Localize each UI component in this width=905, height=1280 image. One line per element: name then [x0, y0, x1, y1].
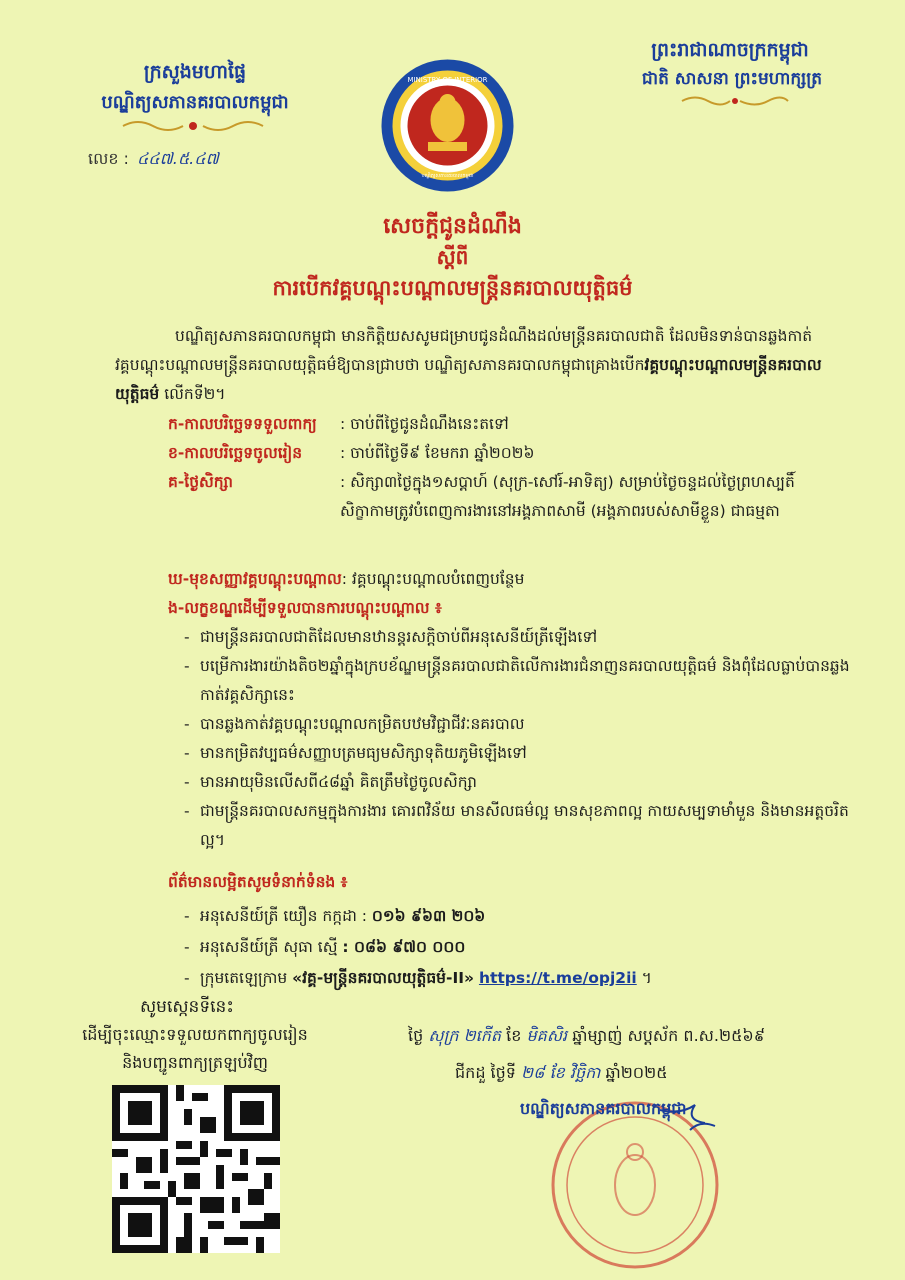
reference-value: ៤៤៧.៥.៤៧	[136, 149, 219, 168]
scan-title: សូមស្កេនទីនេះ	[140, 997, 234, 1017]
detail-label: ខ-កាលបរិច្ឆេទចូលរៀន	[168, 444, 303, 462]
detail-label: ឃ-មុខសញ្ញាវគ្គបណ្តុះបណ្តាល	[168, 570, 342, 588]
registration-qr-code[interactable]	[112, 1085, 280, 1253]
signer-institution: បណ្ឌិត្យសភានគរបាលកម្ពុជា	[520, 1099, 687, 1118]
logo-bottom-text: បណ្ឌិត្យសភានគរបាលកម្ពុជា	[421, 173, 474, 179]
lunar-month: មិគសិរ	[526, 1026, 568, 1045]
qualification-list	[180, 623, 850, 855]
ministry-name: ក្រសួងមហាផ្ទៃ	[143, 61, 247, 83]
telegram-group-name: «វគ្គ-មន្ត្រីនគរបាលយុត្តិធម៌-II»	[292, 969, 474, 987]
detail-label: ក-កាលបរិច្ឆេទទទួលពាក្យ	[168, 415, 317, 433]
detail-course-type	[168, 565, 848, 594]
detail-label: គ-ថ្ងៃសិក្សា	[168, 473, 233, 491]
detail-label: ង-លក្ខខណ្ឌដើម្បីទទួលបានការបណ្តុះបណ្តាល ៖	[168, 599, 442, 617]
contact-person: អនុសេនីយ៍ត្រី សុធា ស្មើ	[200, 938, 338, 956]
list-item: - មានអាយុមិនលើសពី៤៨ឆ្នាំ គិតត្រឹមថ្ងៃចូលសិក្សា	[180, 768, 850, 797]
contact-list	[180, 901, 840, 994]
notice-title: សេចក្តីជូនដំណឹង	[383, 214, 522, 239]
contact-heading: ព័ត៌មានលម្អិតសូមទំនាក់ទំនង ៖	[168, 873, 348, 891]
date2-suffix: ឆ្នាំ២០២៥	[605, 1063, 668, 1082]
detail-start-date	[168, 439, 848, 468]
ornament-left-icon	[118, 118, 268, 134]
list-item: - ជាមន្ត្រីនគរបាលសកម្មក្នុងការងារ គោរពវិន័យ មានសីលធម៌ល្អ មានសុខភាពល្អ កាយសម្បទាមាំមួន និងមានអត្តចរិតល្អ។	[180, 797, 850, 855]
intro-text-end: លើកទី២។	[159, 385, 226, 403]
list-item: - បានឆ្លងកាត់វគ្គបណ្តុះបណ្តាលកម្រិតបឋមវិជ្ជាជីវៈនគរបាល	[180, 710, 850, 739]
scan-instruction-2: និងបញ្ជូនពាក្យត្រឡប់វិញ	[122, 1053, 268, 1072]
lunar-day: សុក្រ ២កើត	[428, 1026, 502, 1045]
detail-study-days	[168, 468, 848, 526]
detail-requirements-heading	[168, 594, 848, 623]
scan-instruction-1: ដើម្បីចុះឈ្មោះទទួលយកពាក្យចូលរៀន	[82, 1025, 308, 1044]
solar-day-month: ២៨ ខែ វិច្ឆិកា	[521, 1063, 601, 1082]
detail-value: : សិក្សា៣ថ្ងៃក្នុង១សប្តាហ៍ (សុក្រ-សៅរ៍-អាទិត្យ) សម្រាប់ថ្ងៃចន្ទដល់ថ្ងៃព្រហស្បតិ៍ សិក្ខាកាមត្រូវបំពេញការងារនៅអង្គភាពសាមី (អង្គភាពរបស់សាមីខ្លួន) ជាធម្មតា	[340, 473, 795, 520]
logo-top-text: MINISTRY OF INTERIOR	[407, 76, 488, 84]
contact-phone[interactable]: : ០៨៦ ៩៧០ ០០០	[342, 938, 466, 956]
contact-item	[180, 963, 840, 994]
reference-label: លេខ :	[88, 149, 129, 168]
contact-item	[180, 901, 840, 932]
contact-person: អនុសេនីយ៍ត្រី យឿន កក្កដា :	[200, 907, 367, 925]
telegram-link[interactable]: https://t.me/opj2ii	[478, 969, 637, 987]
notice-about: ស្តីពី	[436, 245, 469, 269]
contact-item	[180, 932, 840, 963]
detail-value: : ចាប់ពីថ្ងៃទី៩ ខែមករា ឆ្នាំ២០២៦	[340, 444, 535, 462]
academy-name: បណ្ឌិត្យសភានគរបាលកម្ពុជា	[101, 92, 289, 113]
intro-highlight: វគ្គបណ្តុះបណ្តាលមន្ត្រីនគរបាលយុត្តិធម៌	[115, 356, 822, 403]
notice-subject: ការបើកវគ្គបណ្តុះបណ្តាលមន្ត្រីនគរបាលយុត្តិធម៌	[272, 276, 633, 300]
telegram-label: ក្រុមតេឡេក្រាម	[200, 969, 288, 987]
ornament-right-icon	[680, 94, 790, 108]
date-month-word: ខែ	[506, 1026, 522, 1045]
solar-date-line	[455, 1062, 845, 1086]
detail-value: : ចាប់ពីថ្ងៃជូនដំណឹងនេះតទៅ	[340, 415, 509, 433]
date-suffix: ឆ្នាំម្សាញ់ សប្តស័ក ព.ស.២៥៦៩	[572, 1026, 766, 1045]
list-item: - បម្រើការងារយ៉ាងតិច២ឆ្នាំក្នុងក្របខ័ណ្ឌមន្ត្រីនគរបាលជាតិលើការងារជំនាញនគរបាលយុត្តិធម៌ និងពុំដែលធ្លាប់បានឆ្លងកាត់វគ្គសិក្សានេះ	[180, 652, 850, 710]
kingdom-name: ព្រះរាជាណាចក្រកម្ពុជា	[651, 39, 809, 61]
date2-prefix: ជីកដួ ថ្ងៃទី	[455, 1063, 516, 1082]
list-item: - មានកម្រិតវប្បធម៌សញ្ញាបត្រមធ្យមសិក្សាទុតិយភូមិឡើងទៅ	[180, 739, 850, 768]
police-academy-logo	[380, 58, 515, 193]
list-item: - ជាមន្ត្រីនគរបាលជាតិដែលមានឋានន្តរសក្តិចាប់ពីអនុសេនីយ៍ត្រីឡើងទៅ	[180, 623, 850, 652]
national-motto: ជាតិ សាសនា ព្រះមហាក្សត្រ	[641, 69, 823, 89]
date-prefix: ថ្ងៃ	[408, 1026, 424, 1045]
intro-paragraph	[115, 322, 835, 409]
detail-value: : វគ្គបណ្តុះបណ្តាលបំពេញបន្ថែម	[341, 570, 525, 588]
intro-text-start: បណ្ឌិត្យសភានគរបាលកម្ពុជា មានកិត្តិយសសូមជម្រាបជូនដំណឹងដល់មន្ត្រីនគរបាលជាតិ ដែលមិនទាន់បានឆ្លងកាត់វគ្គបណ្តុះបណ្តាលមន្ត្រីនគរបាលយុត្តិធម៌ឱ្យបានជ្រាបថា បណ្ឌិត្យសភានគរបាលកម្ពុជាគ្រោងបើក	[115, 327, 813, 374]
lunar-date-line	[408, 1025, 848, 1049]
contact-phone[interactable]: ០១៦ ៩៦៣ ២០៦	[371, 907, 486, 925]
telegram-end: ។	[636, 969, 652, 987]
detail-application-period	[168, 410, 848, 439]
reference-number	[88, 148, 219, 172]
